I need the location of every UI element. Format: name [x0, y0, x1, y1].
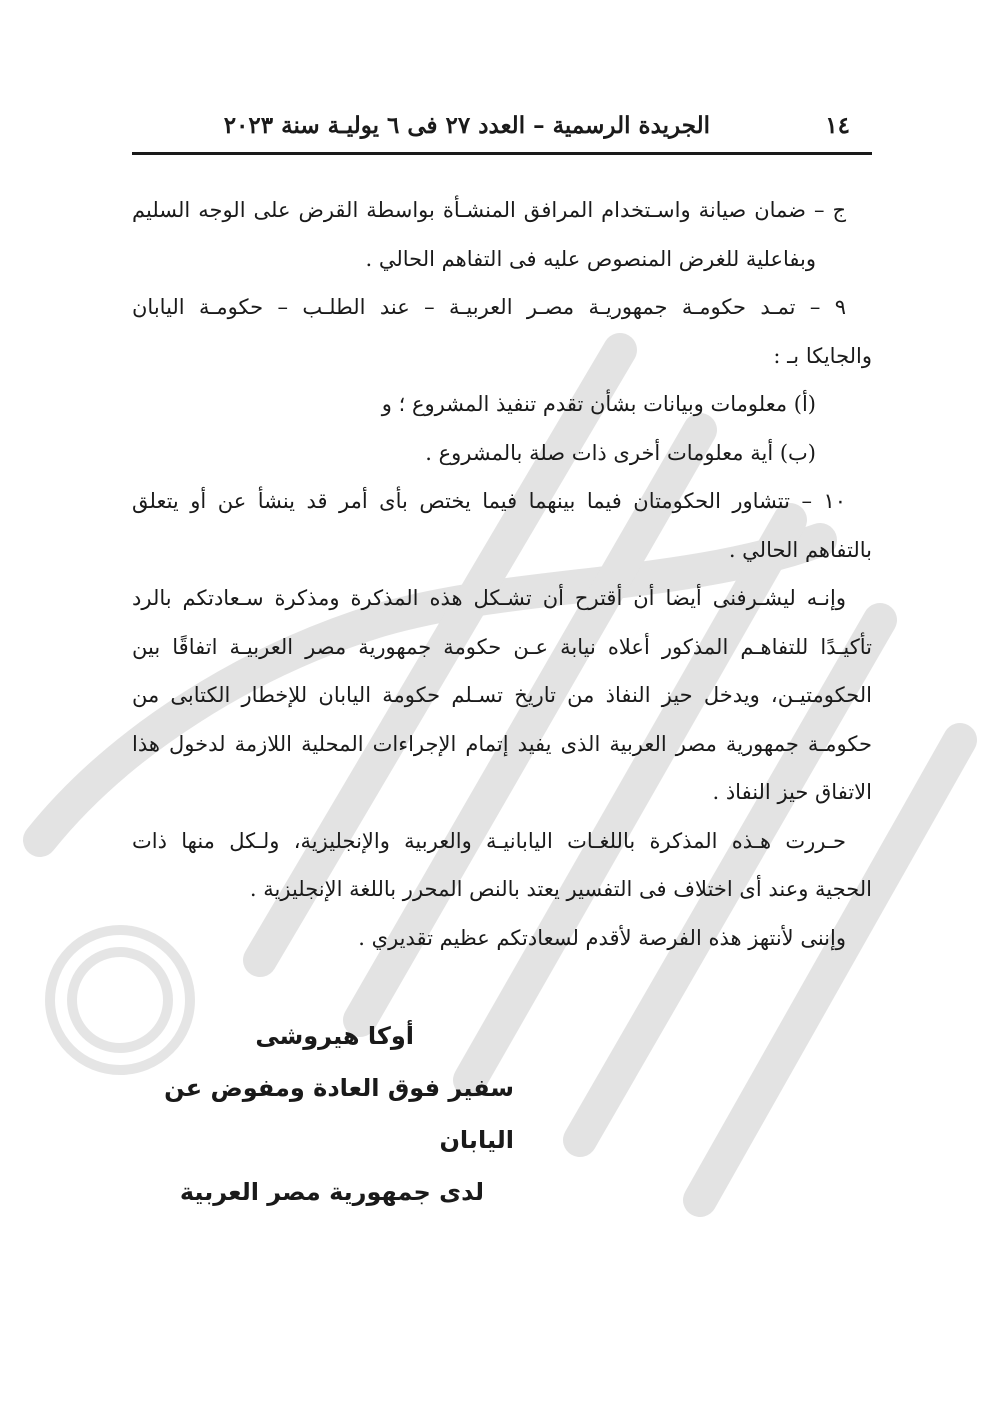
signature-block [134, 1010, 514, 1218]
gazette-title: الجريدة الرسمية – العدد ٢٧ فى ٦ يوليـة سنة ٢٠٢٣ [223, 112, 710, 139]
text-line: (ب) أية معلومات أخرى ذات صلة بالمشروع . [425, 440, 816, 465]
body-text [132, 186, 872, 962]
text-line: ج – ضمان صيانة واسـتخدام المرافق المنشـأة بواسطة القرض على الوجه السليم [132, 198, 846, 222]
text-line: حـررت هـذه المذكرة باللغـات اليابانيـة والعربية والإنجليزية، ولـكل منها ذات [132, 828, 846, 853]
text-line: الاتفاق حيز النفاذ . [712, 780, 872, 804]
page-number: ١٤ [825, 112, 850, 139]
text-line: حكومـة جمهورية مصر العربية الذى يفيد إتمام الإجراءات المحلية اللازمة لدخول هذا [132, 731, 872, 756]
text-line: ٩ – تمـد حكومـة جمهوريـة مصـر العربيـة – عند الطلـب – حكومـة اليابان [132, 295, 846, 319]
text-line: الحجية وعند أى اختلاف فى التفسير يعتد بالنص المحرر باللغة الإنجليزية . [249, 877, 872, 901]
header-rule [132, 152, 872, 155]
text-line: ١٠ – تتشاور الحكومتان فيما بينهما فيما يختص بأى أمر قد ينشأ عن أو يتعلق [132, 489, 846, 513]
page-header [132, 112, 872, 146]
text-line: بالتفاهم الحالي . [728, 537, 872, 562]
text-line: تأكيـدًا للتفاهـم المذكور أعلاه نيابة عـن حكومة جمهورية مصر العربيـة اتفاقًا بين [132, 634, 872, 659]
text-line: والجايكا بـ : [773, 343, 872, 368]
text-line: وإنـه ليشـرفنى أيضا أن أقترح أن تشـكل هذه المذكرة ومذكرة سـعادتكم بالرد [132, 586, 846, 610]
text-line: وبفاعلية للغرض المنصوص عليه فى التفاهم الحالي . [365, 246, 816, 271]
text-line: (أ) معلومات وبيانات بشأن تقدم تنفيذ المشروع ؛ و [381, 392, 816, 416]
text-line: الحكومتيـن، ويدخل حيز النفاذ من تاريخ تسـلم حكومة اليابان للإخطار الكتابى من [132, 683, 872, 707]
text-line: وإننى لأنتهز هذه الفرصة لأقدم لسعادتكم عظيم تقديري . [358, 925, 846, 950]
signatory-post: لدى جمهورية مصر العربية [179, 1178, 484, 1206]
signatory-name: أوكا هيروشى [255, 1022, 414, 1050]
signatory-title: سفير فوق العادة ومفوض عن اليابان [164, 1074, 514, 1154]
